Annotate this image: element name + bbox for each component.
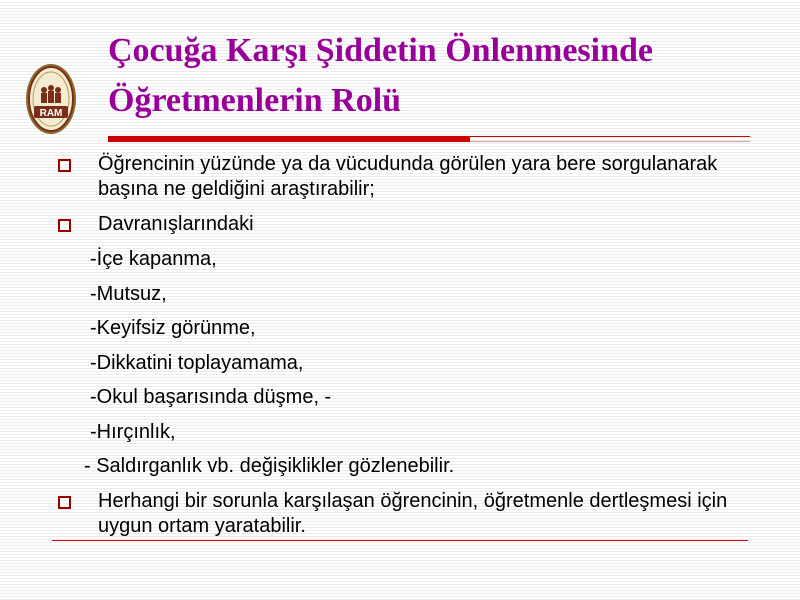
title-underline-thin bbox=[108, 136, 750, 137]
slide-title bbox=[108, 26, 798, 126]
title-underline-thin-lower bbox=[470, 141, 750, 142]
sub-item: - Saldırganlık vb. değişiklikler gözlenebilir. bbox=[84, 455, 455, 477]
svg-text:RAM: RAM bbox=[39, 108, 63, 119]
bullet-text: Davranışlarındaki bbox=[98, 213, 254, 235]
square-bullet-icon bbox=[58, 219, 71, 232]
bullet-item bbox=[56, 489, 776, 539]
square-bullet-icon bbox=[58, 159, 71, 172]
bullet-text: Herhangi bir sorunla karşılaşan öğrencinin, öğretmenle dertleşmesi için uygun ortam yaratabilir. bbox=[98, 489, 728, 537]
sub-item: -İçe kapanma, bbox=[90, 248, 217, 270]
sub-item: -Hırçınlık, bbox=[90, 420, 176, 443]
title-line-2: Öğretmenlerin Rolü bbox=[108, 82, 402, 119]
sub-item: -Okul başarısında düşme, - bbox=[90, 386, 332, 408]
bullet-text: Öğrencinin yüzünde ya da vücudunda görülen yara bere sorgulanarak başına ne geldiğini araştırabilir; bbox=[98, 153, 718, 200]
slide-body bbox=[56, 152, 776, 549]
title-line-1: Çocuğa Karşı Şiddetin Önlenmesinde bbox=[108, 32, 654, 69]
sub-item: -Dikkatini toplayamama, bbox=[90, 351, 304, 374]
ram-logo bbox=[24, 62, 78, 136]
footer-rule bbox=[52, 540, 748, 541]
sub-item: -Keyifsiz görünme, bbox=[90, 317, 256, 339]
square-bullet-icon bbox=[58, 496, 71, 509]
sub-item: -Mutsuz, bbox=[90, 282, 167, 305]
bullet-item bbox=[56, 212, 776, 237]
bullet-item bbox=[56, 152, 776, 202]
